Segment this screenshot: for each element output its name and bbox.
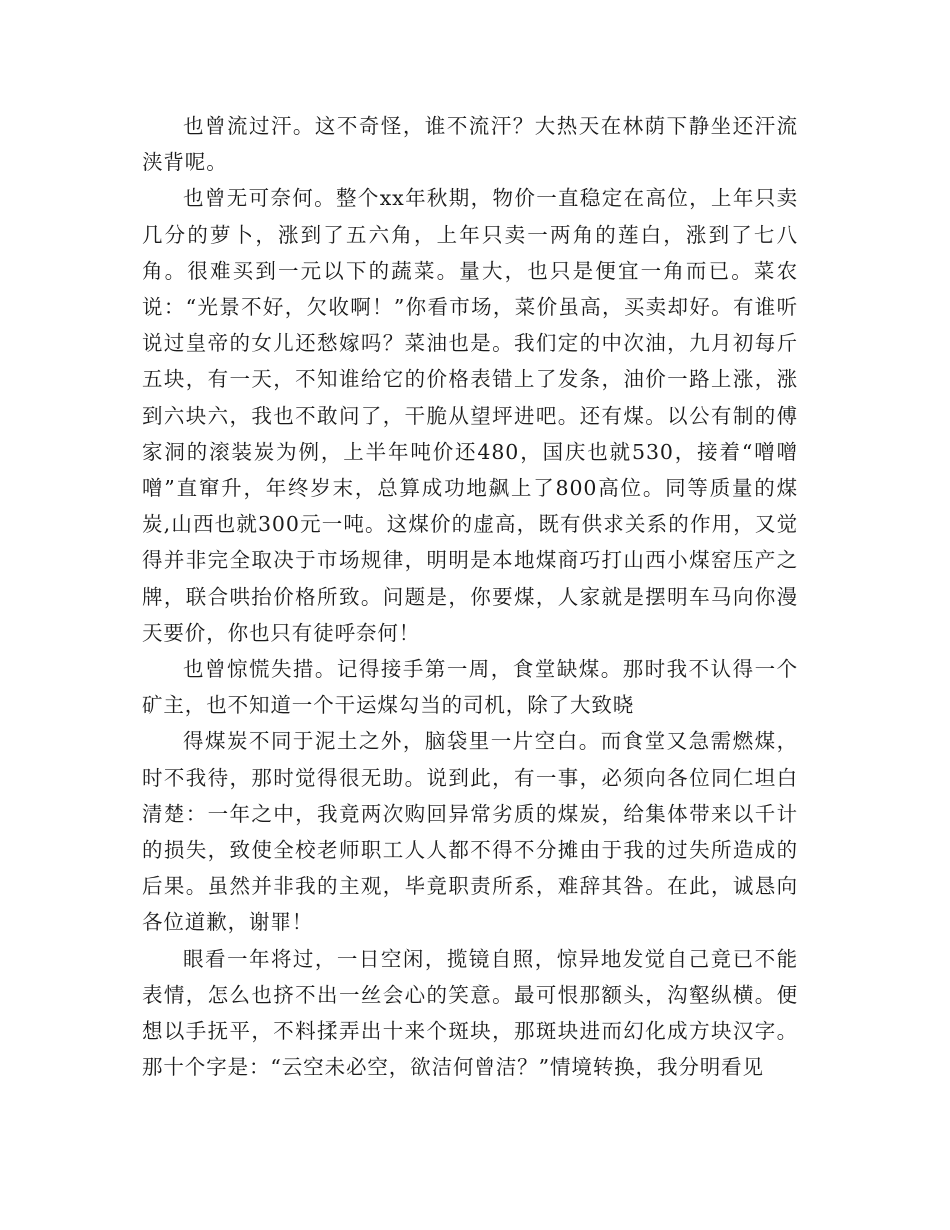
paragraph-coal-apology: 得煤炭不同于泥土之外，脑袋里一片空白。而食堂又急需燃煤，时不我待，那时觉得很无助。说到此，有一事，必须向各位同仁坦白清楚：一年之中，我竟两次购回异常劣质的煤炭，给集体带来以千计的损失，致使全校老师职工人人都不得不分摊由于我的过失所造成的后果。虽然并非我的主观，毕竟职责所系，难辞其咎。在此，诚恳向各位道歉，谢罪！	[142, 729, 798, 935]
paragraph-helpless: 也曾无可奈何。整个xx年秋期，物价一直稳定在高位，上年只卖几分的萝卜，涨到了五六角，上年只卖一两角的莲白，涨到了七八角。很难买到一元以下的蔬菜。量大，也只是便宜一角而已。菜农说：“光景不好，欠收啊！”你看市场，菜价虽高，买卖却好。有谁听说过皇帝的女儿还愁嫁吗？菜油也是。我们定的中次油，九月初每斤五块，有一天，不知谁给它的价格表错上了发条，油价一路上涨，涨到六块六，我也不敢问了，干脆从望坪进吧。还有煤。以公有制的傅家洞的滚装炭为例，上半年吨价还480，国庆也就530，接着“噌噌噌”直窜升，年终岁末，总算成功地飙上了800高位。同等质量的煤炭,山西也就300元一吨。这煤价的虚高，既有供求关系的作用，又觉得并非完全取决于市场规律，明明是本地煤商巧打山西小煤窑压产之牌，联合哄抬价格所致。问题是，你要煤，人家就是摆明车马向你漫天要价，你也只有徒呼奈何！	[142, 186, 798, 645]
paragraph-panic: 也曾惊慌失措。记得接手第一周，食堂缺煤。那时我不认得一个矿主，也不知道一个干运煤勾当的司机，除了大致晓	[142, 657, 798, 718]
paragraph-sweat: 也曾流过汗。这不奇怪，谁不流汗？大热天在林荫下静坐还汗流浃背呢。	[142, 114, 798, 175]
document-body	[142, 108, 798, 1085]
paragraph-mirror: 眼看一年将过，一日空闲，揽镜自照，惊异地发觉自己竟已不能表情，怎么也挤不出一丝会心的笑意。最可恨那额头，沟壑纵横。便想以手抚平，不料揉弄出十来个斑块，那斑块进而幻化成方块汉字。那十个字是：“云空未必空，欲洁何曾洁？”情境转换，我分明看见	[142, 946, 798, 1080]
